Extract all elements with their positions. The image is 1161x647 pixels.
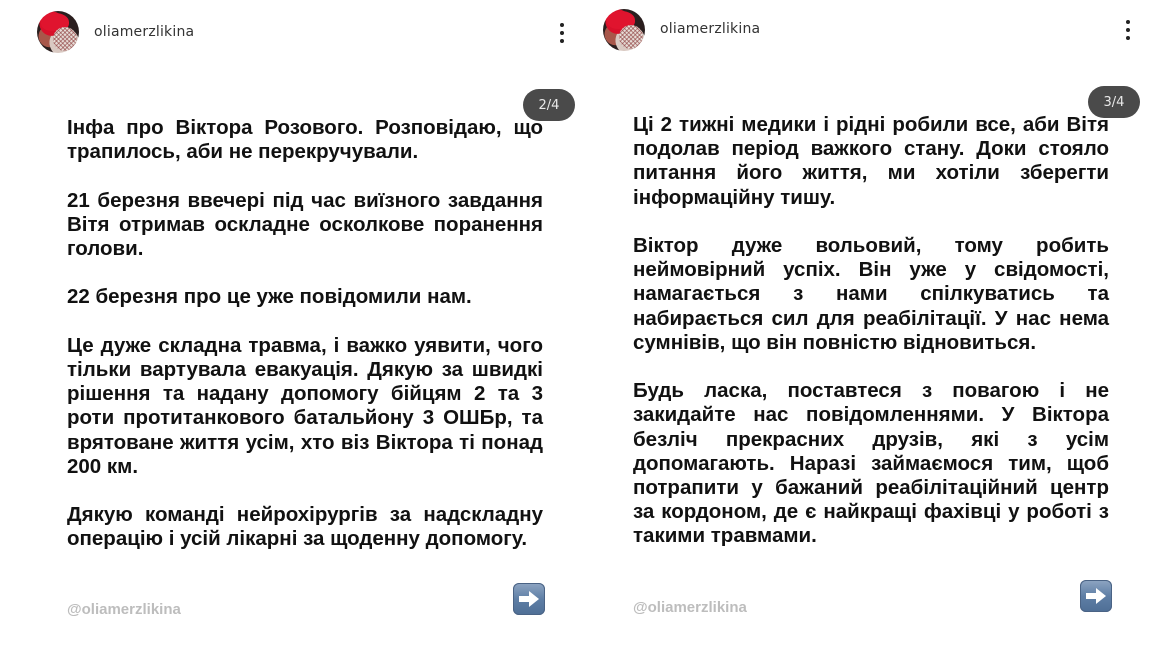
watermark: @oliamerzlikina [633, 599, 747, 616]
paragraph: Це дуже складна травма, і важко уявити, чого тільки вартувала евакуація. Дякую за швидкі рішення та надану допомогу бійцям 2 та 3 роти протитанкового батальйону 3 ОШБр, та врятоване життя усім, хто віз Віктора ті понад 200 км. [67, 333, 543, 478]
post-body-text [67, 116, 543, 552]
right-arrow-icon[interactable] [1080, 580, 1112, 612]
arrow-glyph [517, 590, 541, 608]
post-header [580, 0, 1161, 64]
paragraph: Віктор дуже вольовий, тому робить неймовірний успіх. Він уже у свідомості, намагається з нами спілкуватись та набирається сил для реабілітації. У нас нема сумнівів, що він повністю відновиться. [633, 234, 1109, 354]
username[interactable]: oliamerzlikina [660, 21, 761, 37]
slide-counter: 2/4 [523, 89, 575, 121]
username[interactable]: oliamerzlikina [94, 24, 195, 40]
arrow-glyph [1084, 587, 1108, 605]
paragraph: 21 березня ввечері під час виїзного завдання Вітя отримав оскладне осколкове поранення голови. [67, 188, 543, 260]
post-body-text [633, 113, 1109, 549]
paragraph: 22 березня про це уже повідомили нам. [67, 285, 472, 309]
story-post-left [0, 0, 580, 647]
avatar[interactable] [37, 11, 79, 53]
watermark: @oliamerzlikina [67, 601, 181, 618]
right-arrow-icon[interactable] [513, 583, 545, 615]
paragraph: Інфа про Віктора Розового. Розповідаю, що трапилось, аби не перекручували. [67, 116, 543, 164]
story-post-right [580, 0, 1161, 647]
avatar[interactable] [603, 9, 645, 51]
paragraph: Дякую команді нейрохірургів за надскладну операцію і усій лікарні за щоденну допомогу. [67, 503, 543, 551]
more-options-icon[interactable] [1121, 17, 1135, 43]
more-options-icon[interactable] [555, 20, 569, 46]
avatar-mesh [53, 27, 77, 51]
slide-counter: 3/4 [1088, 86, 1140, 118]
avatar-mesh [619, 25, 643, 49]
paragraph: Будь ласка, поставтеся з повагою і не закидайте нас повідомленнями. У Віктора безліч прекрасних друзів, які з усім допомагають. Наразі займаємося тим, щоб потрапити у бажаний реабілітаційний центр за кордоном, де є найкращі фахівці у роботі з такими травмами. [633, 379, 1109, 548]
post-header [0, 0, 580, 64]
paragraph: Ці 2 тижні медики і рідні робили все, аби Вітя подолав період важкого стану. Доки стояло питання його життя, ми хотіли зберегти інформаційну тишу. [633, 113, 1109, 209]
